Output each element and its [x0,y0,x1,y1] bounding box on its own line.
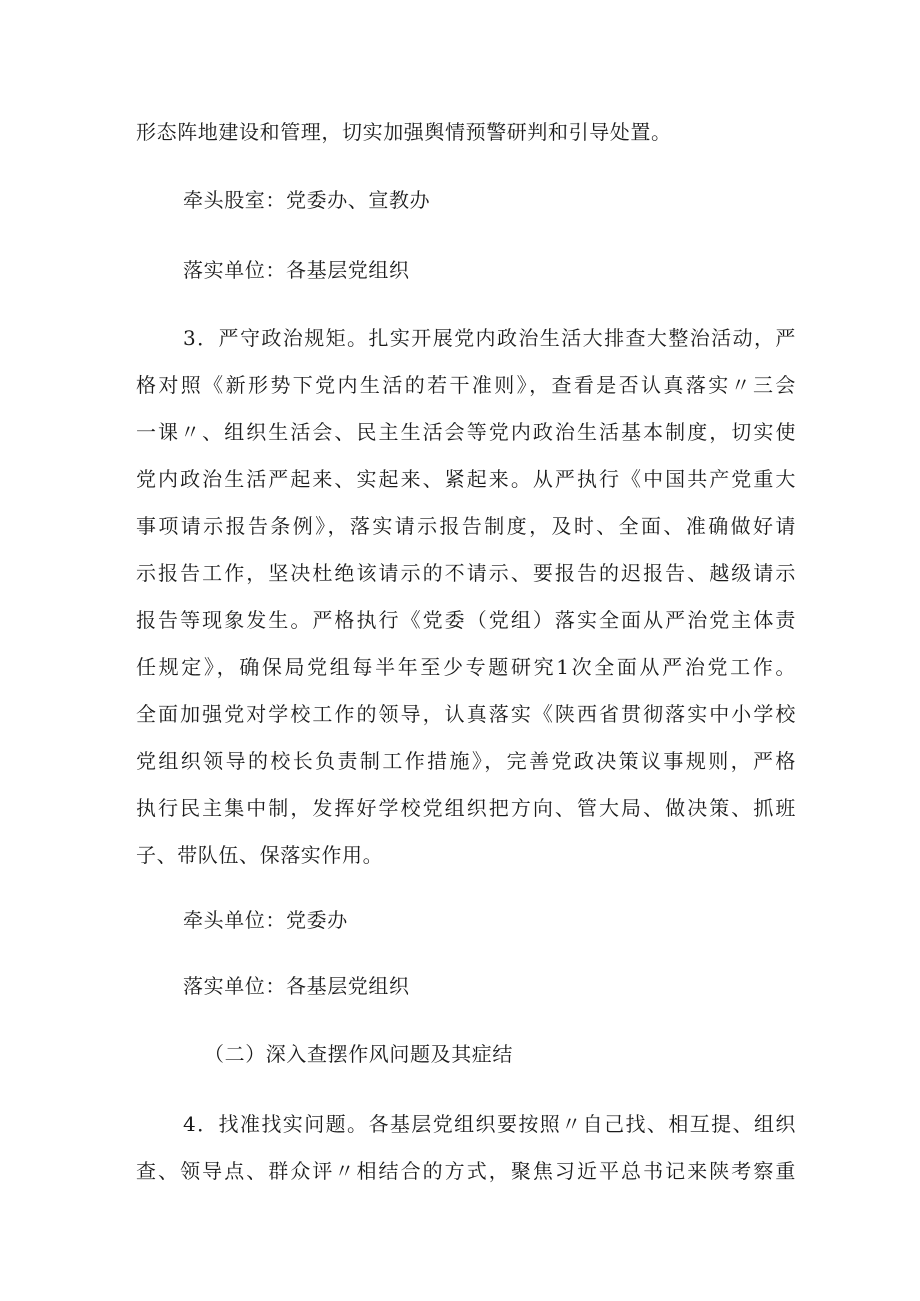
paragraph-line: 3．严守政治规矩。扎实开展党内政治生活大排查大整治活动，严 [183,326,796,350]
paragraph-line: 执行民主集中制，发挥好学校党组织把方向、管大局、做决策、抓班 [136,796,796,820]
section-heading: （二）深入查摆作风问题及其症结 [204,1042,513,1066]
paragraph-line: 党内政治生活严起来、实起来、紧起来。从严执行《中国共产党重大 [136,467,796,491]
paragraph-line: 任规定》，确保局党组每半年至少专题研究1次全面从严治党工作。 [136,655,796,679]
paragraph-line: 事项请示报告条例》，落实请示报告制度，及时、全面、准确做好请 [136,514,796,538]
lead-unit: 牵头单位：党委办 [183,908,348,932]
paragraph-line: 4．找准找实问题。各基层党组织要按照〃自己找、相互提、组织 [183,1112,796,1136]
lead-department: 牵头股室：党委办、宣教办 [183,188,431,212]
implementing-unit: 落实单位：各基层党组织 [183,974,410,998]
paragraph-line: 报告等现象发生。严格执行《党委（党组）落实全面从严治党主体责 [136,608,796,632]
paragraph-line: 子、带队伍、保落实作用。 [136,843,384,867]
paragraph-line: 党组织领导的校长负责制工作措施》，完善党政决策议事规则，严格 [136,749,796,773]
paragraph-line: 一课〃、组织生活会、民主生活会等党内政治生活基本制度，切实使 [136,420,796,444]
paragraph-line: 形态阵地建设和管理，切实加强舆情预警研判和引导处置。 [136,120,672,144]
implementing-unit: 落实单位：各基层党组织 [183,258,410,282]
paragraph-line: 全面加强党对学校工作的领导，认真落实《陕西省贯彻落实中小学校 [136,702,796,726]
paragraph-line: 查、领导点、群众评〃相结合的方式，聚焦习近平总书记来陕考察重 [136,1159,796,1183]
paragraph-line: 示报告工作，坚决杜绝该请示的不请示、要报告的迟报告、越级请示 [136,561,796,585]
paragraph-line: 格对照《新形势下党内生活的若干准则》，查看是否认真落实〃三会 [136,373,796,397]
